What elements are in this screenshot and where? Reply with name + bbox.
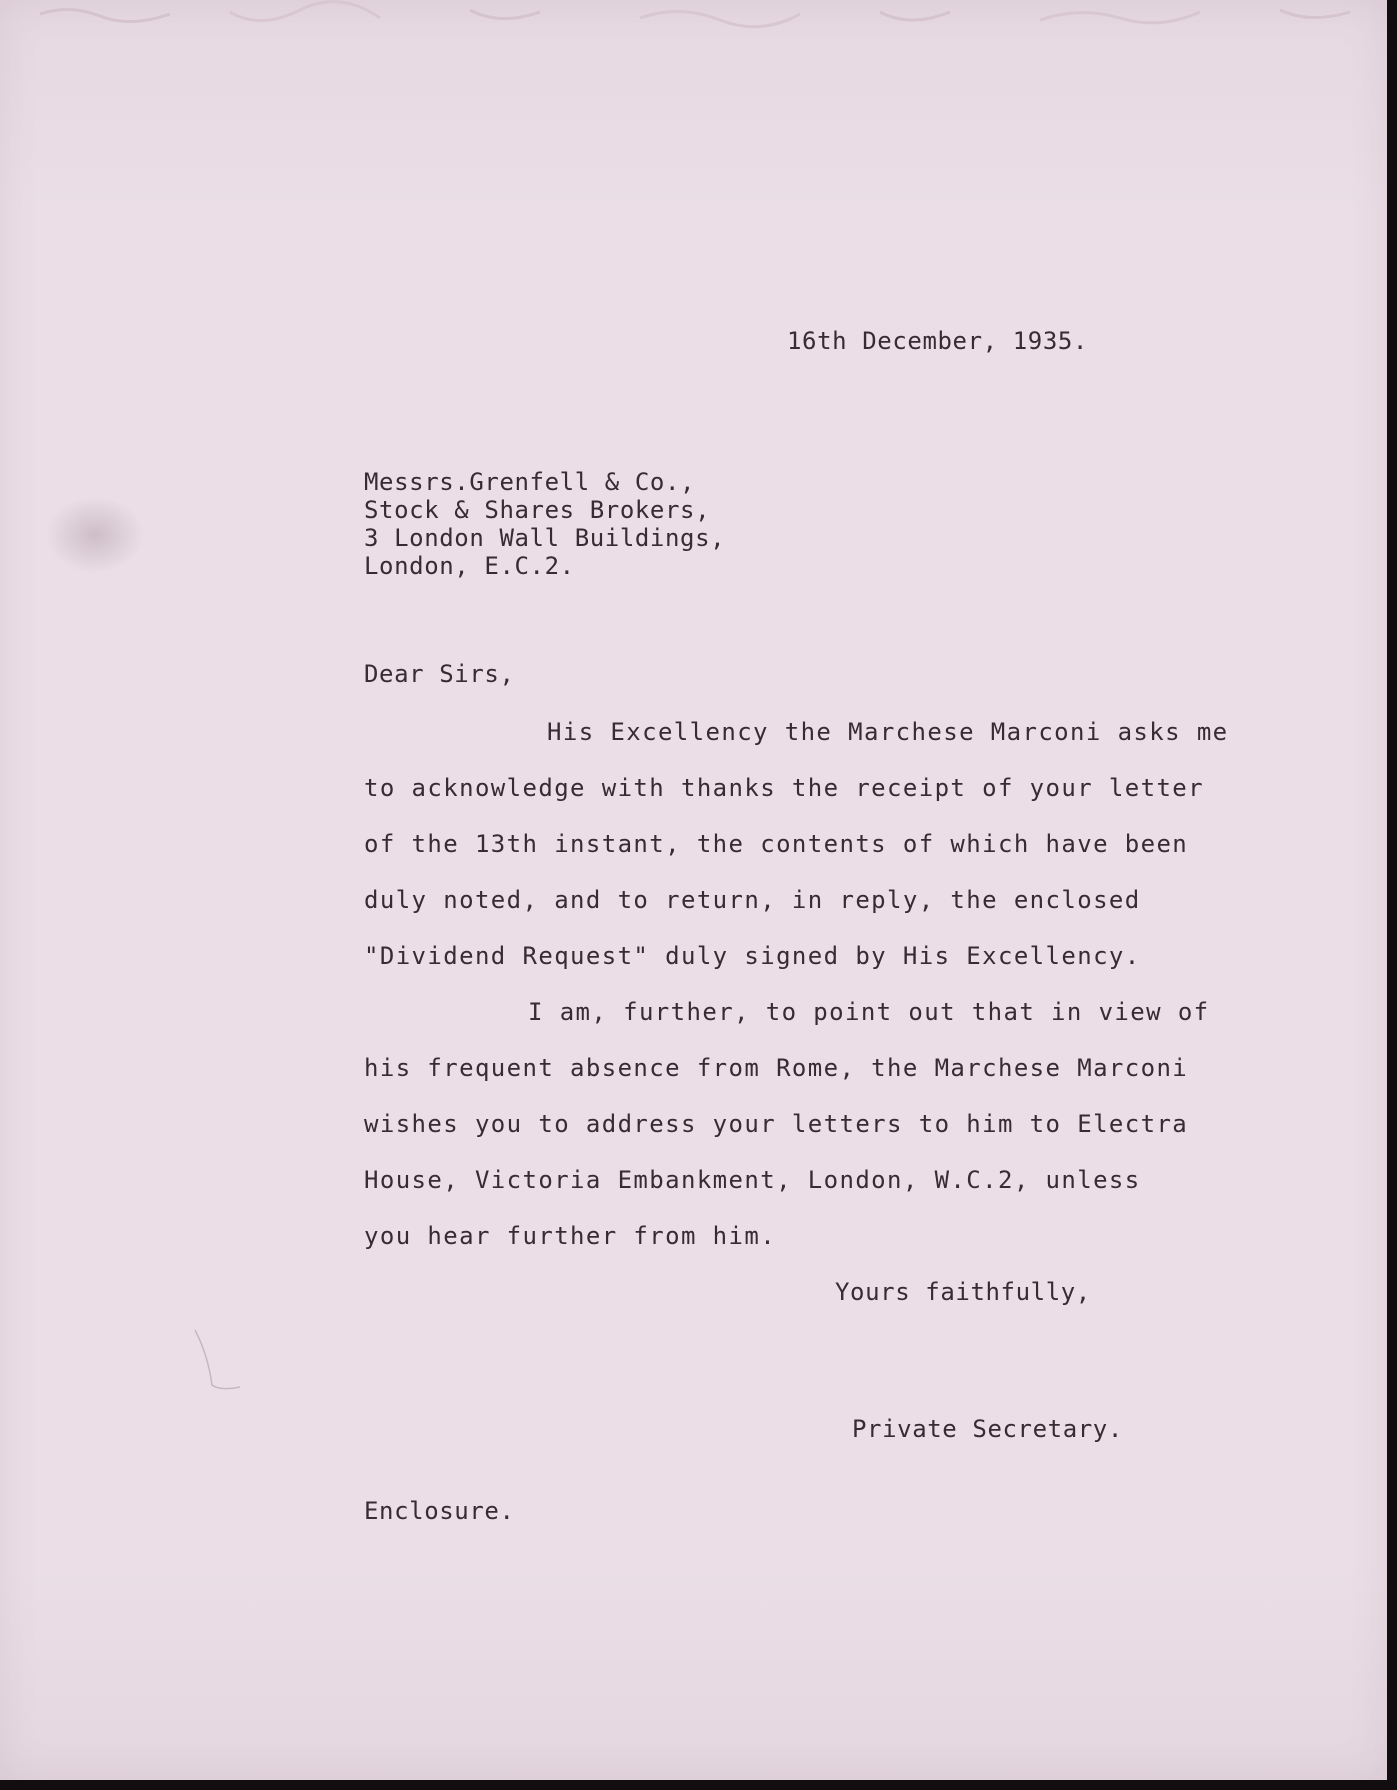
body-line: of the 13th instant, the contents of which have been xyxy=(364,830,1189,858)
recipient-address-line-4: London, E.C.2. xyxy=(364,552,575,580)
body-line: House, Victoria Embankment, London, W.C.2, unless xyxy=(364,1166,1141,1194)
body-line: duly noted, and to return, in reply, the enclosed xyxy=(364,886,1141,914)
paper-scratch-mark xyxy=(190,1325,260,1395)
letter-date: 16th December, 1935. xyxy=(787,327,1088,355)
closing: Yours faithfully, xyxy=(835,1278,1091,1306)
body-line: wishes you to address your letters to him to Electra xyxy=(364,1110,1189,1138)
body-line: I am, further, to point out that in view of xyxy=(528,998,1210,1026)
body-line: to acknowledge with thanks the receipt of your letter xyxy=(364,774,1205,802)
faded-letterhead-strip xyxy=(0,0,1387,42)
recipient-address-line-2: Stock & Shares Brokers, xyxy=(364,496,711,524)
body-line: "Dividend Request" duly signed by His Excellency. xyxy=(364,942,1141,970)
enclosure-note: Enclosure. xyxy=(364,1497,515,1525)
salutation: Dear Sirs, xyxy=(364,660,515,688)
recipient-name: Messrs.Grenfell & Co., xyxy=(364,468,696,496)
body-line: His Excellency the Marchese Marconi asks me xyxy=(547,718,1229,746)
body-line: his frequent absence from Rome, the Marchese Marconi xyxy=(364,1054,1189,1082)
recipient-address-line-3: 3 London Wall Buildings, xyxy=(364,524,726,552)
signatory-title: Private Secretary. xyxy=(852,1415,1123,1443)
body-line: you hear further from him. xyxy=(364,1222,777,1250)
